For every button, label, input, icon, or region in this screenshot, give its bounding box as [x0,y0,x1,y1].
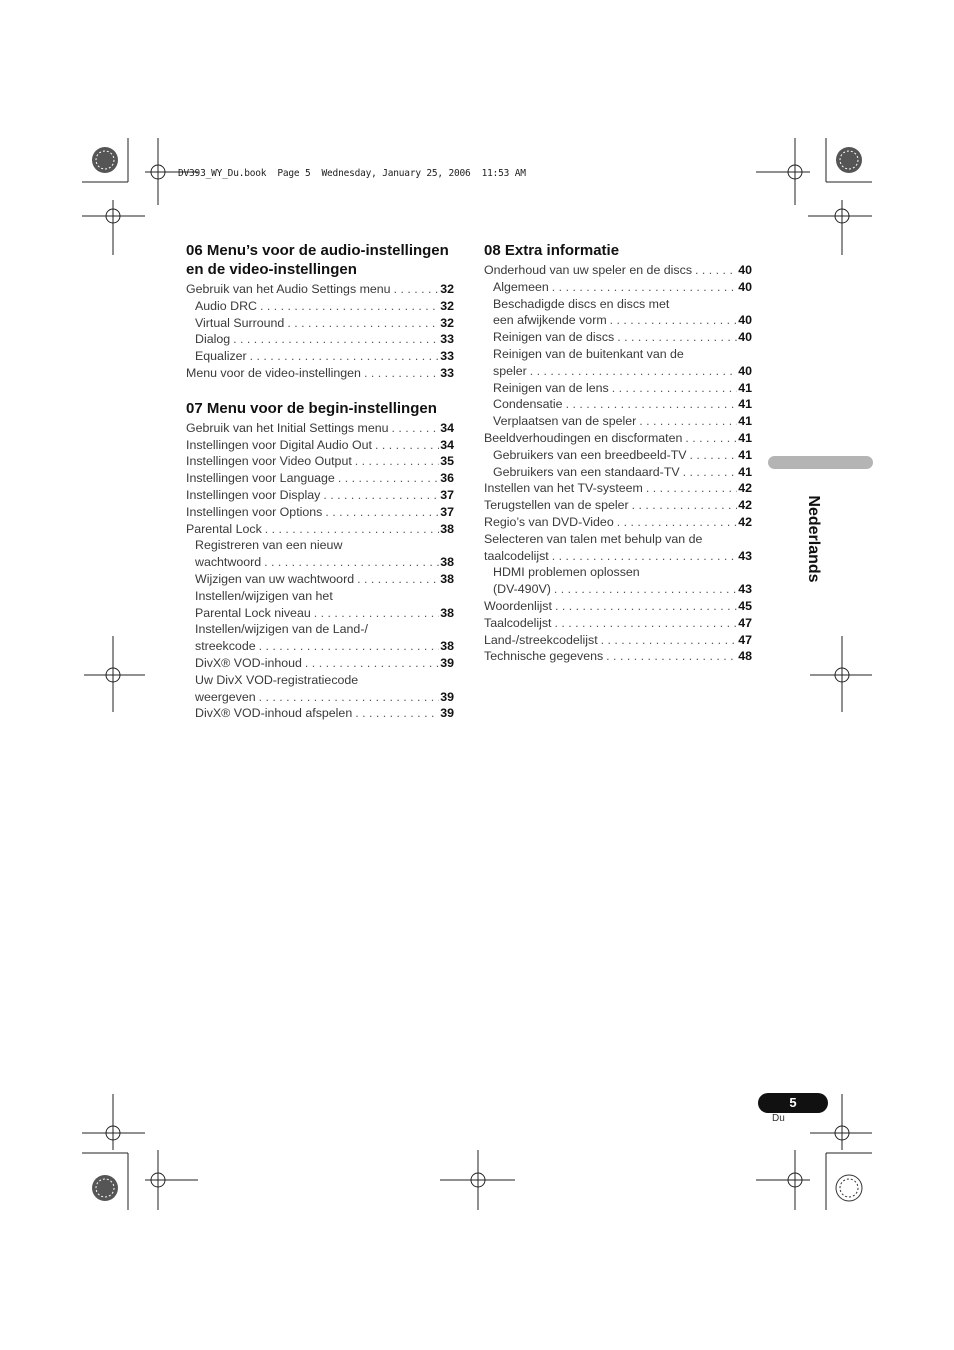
toc-entry-label-line1: Beschadigde discs en discs met [493,296,670,311]
toc-entry[interactable] [484,480,752,497]
toc-page-number: 33 [440,349,454,364]
toc-entry-label-line1: HDMI problemen oplossen [493,565,640,580]
toc-entry-label: Instellingen voor Display [186,487,321,502]
toc-page-number: 40 [738,313,752,328]
toc-entry-label: Instellingen voor Video Output [186,454,352,469]
toc-entry[interactable] [484,548,752,565]
toc-entry[interactable] [186,470,454,487]
toc-entry-label: streekcode [195,639,256,654]
page-number-badge: 5 [758,1093,828,1113]
toc-entry[interactable] [484,396,752,413]
toc-entry-label-line1: Reinigen van de buitenkant van de [493,346,684,361]
toc-page-number: 41 [738,464,752,479]
toc-entry-label-line1: Uw DivX VOD-registratiecode [195,672,359,687]
toc-entry-label: Parental Lock niveau [195,605,311,620]
toc-entry[interactable] [186,605,454,622]
toc-entry[interactable] [484,447,752,464]
toc-page-number: 38 [440,571,454,586]
language-tab-label: Nederlands [805,495,822,583]
toc-page-number: 41 [738,414,752,429]
toc-entry-label: Wijzigen van uw wachtwoord [195,571,355,586]
toc-entry[interactable] [484,380,752,397]
toc-entry[interactable] [186,655,454,672]
toc-entry-label: Audio DRC [195,298,257,313]
toc-entry[interactable] [484,632,752,649]
toc-entry[interactable] [484,430,752,447]
toc-page-number: 36 [440,471,454,486]
toc-page-number: 41 [738,430,752,445]
toc-entry-label: Virtual Surround [195,315,285,330]
toc-entry-label-line1: Selecteren van talen met behulp van de [484,531,703,546]
toc-entry[interactable] [484,363,752,380]
toc-page-number: 32 [440,298,454,313]
toc-page-number: 43 [738,548,752,563]
toc-page-number: 45 [738,598,752,613]
toc-page-number: 32 [440,282,454,296]
toc-entry[interactable] [484,497,752,514]
toc-entry[interactable] [186,348,454,365]
section-06-title [186,241,454,279]
toc-entry[interactable] [484,598,752,615]
toc-page-number: 39 [440,706,454,721]
toc-entry[interactable] [186,453,454,470]
toc-entry-label: Instellingen voor Digital Audio Out [186,437,372,452]
section-06-title-line1: 06 Menu’s voor de audio-instellingen [186,242,449,259]
toc-entry-label: Dialog [195,332,231,347]
toc-left-column [186,241,454,722]
toc-page-number: 33 [440,332,454,347]
section-07-title: 07 Menu voor de begin-instellingen [186,399,437,417]
toc-entry[interactable] [186,504,454,521]
toc-entry[interactable] [186,554,454,571]
toc-entry-label: Algemeen [493,279,549,294]
toc-entry-label: Gebruikers van een standaard-TV [493,464,680,479]
toc-page-number: 39 [440,655,454,670]
toc-entry-label: Instellingen voor Language [186,471,335,486]
toc-entry-label: Equalizer [195,349,247,364]
toc-page-number: 35 [440,454,454,469]
toc-entry[interactable] [186,437,454,454]
toc-entry[interactable] [186,487,454,504]
toc-entry-label: speler [493,363,527,378]
toc-entry[interactable] [484,514,752,531]
toc-page-number: 40 [738,263,752,277]
toc-page-number: 32 [440,315,454,330]
toc-page-number: 48 [738,649,752,664]
toc-entry-label: Instellen van het TV-systeem [484,481,643,496]
toc-entry-label: Gebruik van het Initial Settings menu [186,420,389,435]
toc-entry-label: Woordenlijst [484,598,552,613]
toc-entry[interactable] [186,331,454,348]
toc-entry-label: Gebruik van het Audio Settings menu [186,282,391,296]
section-06-title-line2: en de video-instellingen [186,261,357,278]
toc-entry[interactable] [186,420,454,437]
toc-entry-label: Instellingen voor Options [186,504,323,519]
toc-page-number: 39 [440,689,454,704]
toc-entry-label: weergeven [195,689,256,704]
toc-page-number: 43 [738,582,752,597]
toc-entry-label: DivX® VOD-inhoud [195,655,302,670]
toc-entry-label: Reinigen van de discs [493,330,615,345]
toc-entry-label: Menu voor de video-instellingen [186,365,361,380]
section-08-title: 08 Extra informatie [484,242,620,259]
toc-page-number: 42 [738,514,752,529]
toc-entry[interactable] [484,413,752,430]
language-tab-bar [768,456,873,469]
toc-page-number: 34 [440,437,454,452]
toc-entry[interactable] [484,262,752,279]
toc-entry[interactable] [484,615,752,632]
toc-entry[interactable] [186,521,454,538]
toc-right-column [484,241,752,665]
toc-entry-label: DivX® VOD-inhoud afspelen [195,706,353,721]
page-language-code: Du [772,1113,785,1124]
toc-entry[interactable] [186,298,454,315]
toc-entry-label: Parental Lock [186,521,262,536]
toc-entry-label-line1: Registreren van een nieuw [195,538,343,553]
toc-entry[interactable] [186,281,454,298]
toc-page-number: 40 [738,330,752,345]
toc-entry-label: taalcodelijst [484,548,549,563]
toc-entry-label: Condensatie [493,397,563,412]
toc-page-number: 38 [440,605,454,620]
toc-entry-label: Technische gegevens [484,649,604,664]
toc-entry-label-line1: Instellen/wijzigen van het [195,588,333,603]
toc-entry-label: Land-/streekcodelijst [484,632,598,647]
toc-entry-label: Verplaatsen van de speler [493,414,637,429]
toc-entry[interactable] [484,329,752,346]
toc-entry[interactable] [484,464,752,481]
toc-page-number: 47 [738,615,752,630]
toc-entry-label: Gebruikers van een breedbeeld-TV [493,447,687,462]
toc-page-number: 37 [440,504,454,519]
toc-entry[interactable] [186,638,454,655]
toc-entry[interactable] [186,571,454,588]
toc-entry[interactable] [186,689,454,706]
toc-entry-label: Regio’s van DVD-Video [484,514,614,529]
toc-entry[interactable] [186,705,454,722]
toc-entry-label: een afwijkende vorm [493,313,607,328]
toc-page-number: 33 [440,365,454,380]
toc-entry-label: Taalcodelijst [484,615,552,630]
toc-page-number: 41 [738,397,752,412]
toc-page-number: 47 [738,632,752,647]
toc-page-number: 37 [440,487,454,502]
toc-page-number: 42 [738,481,752,496]
toc-page-number: 42 [738,498,752,513]
toc-entry-label: wachtwoord [195,555,262,570]
toc-page-number: 38 [440,555,454,570]
toc-entry[interactable] [186,315,454,332]
toc-entry-label: Beeldverhoudingen en discformaten [484,430,683,445]
toc-entry-label: Onderhoud van uw speler en de discs [484,263,693,277]
toc-entry[interactable] [484,279,752,296]
toc-entry-label: (DV-490V) [493,582,551,597]
toc-page-number: 40 [738,279,752,294]
toc-entry-label: Terugstellen van de speler [484,498,629,513]
toc-page-number: 34 [440,420,454,435]
toc-page-number: 41 [738,447,752,462]
print-header: DV393_WY_Du.book Page 5 Wednesday, January 25, 2006 11:53 AM [178,168,526,179]
toc-page-number: 38 [440,521,454,536]
toc-entry[interactable] [484,648,752,665]
toc-page-number: 40 [738,363,752,378]
toc-entry[interactable] [186,365,454,382]
toc-entry[interactable] [484,581,752,598]
toc-entry-label: Reinigen van de lens [493,380,609,395]
toc-entry[interactable] [484,312,752,329]
toc-page-number: 41 [738,380,752,395]
toc-entry-label-line1: Instellen/wijzigen van de Land-/ [195,622,368,637]
toc-page-number: 38 [440,639,454,654]
